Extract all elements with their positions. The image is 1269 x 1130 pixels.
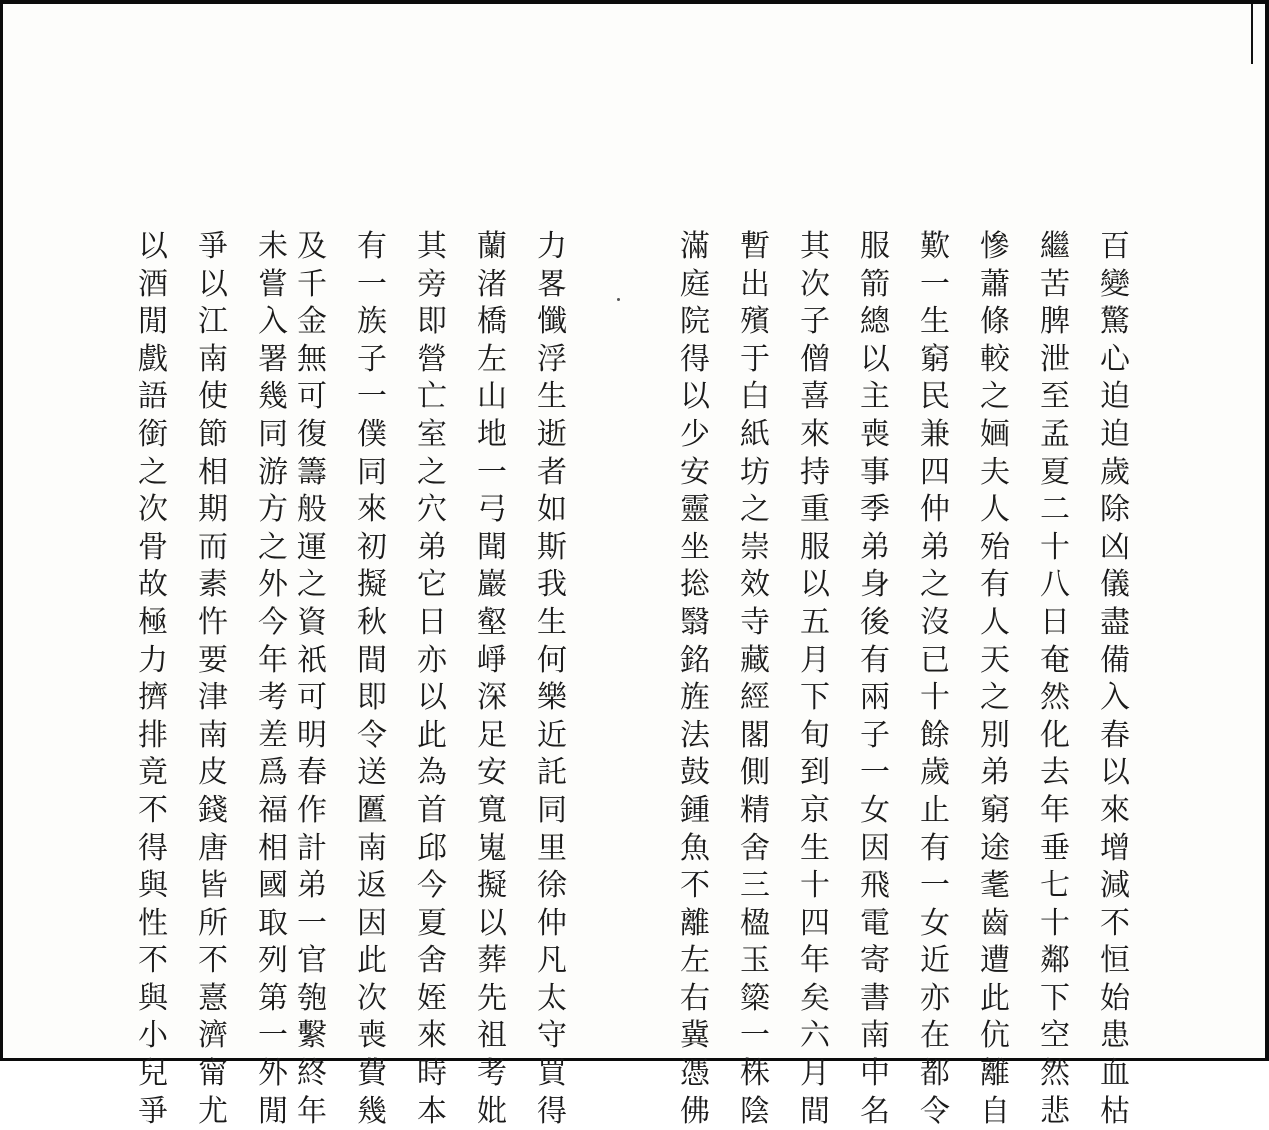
text-column-left-6: 未嘗入署幾同游方之外今年考差爲福相國取列第一外閒 [258, 229, 288, 1129]
text-column-left-8: 以酒閒戲語銜之次骨故極力擠排竟不得與性不與小兒爭 [138, 229, 168, 1129]
text-column-right-2: 繼苦脾泄至孟夏二十八日奄然化去年垂七十鄰下空然悲 [1040, 229, 1070, 1129]
text-column-left-5: 及千金無可復籌般運之資祇可明春作計弟一官匏繫終年 [297, 229, 327, 1129]
text-column-right-1: 百變驚心迫迫歲除凶儀盡備入春以來增減不恒始患血枯 [1100, 229, 1130, 1129]
page-edge-mark [1251, 4, 1265, 64]
text-column-left-1: 力畧懺浮生逝者如斯我生何樂近託同里徐仲凡太守買得 [537, 229, 567, 1129]
text-column-right-6: 其次子僧喜來持重服以五月下旬到京生十四年矣六月間 [800, 229, 830, 1129]
text-column-left-2: 蘭渚橋左山地一弓聞巖壑崢深足安寬嵬擬以葬先祖考妣 [477, 229, 507, 1129]
text-column-right-4: 歎一生窮民兼四仲弟之沒已十餘歲止有一女近亦在都令 [920, 229, 950, 1129]
text-column-right-8: 滿庭院得以少安靈坐捴翳銘旌法鼓鍾魚不離左右冀憑佛 [680, 229, 710, 1129]
text-column-right-5: 服箭總以主喪事季弟身後有兩子一女因飛電寄書南中名 [860, 229, 890, 1129]
text-column-left-4: 有一族子一僕同來初擬秋間即令送匶南返因此次喪費幾 [357, 229, 387, 1129]
text-column-right-3: 慘蕭條較之婳夫人殆有人天之別弟窮途耄齒遭此伉離自 [980, 229, 1010, 1129]
text-column-left-7: 爭以江南使節相期而素忤要津南皮錢唐皆所不憙濟甯尤 [198, 229, 228, 1129]
text-column-right-7: 暫出殯于白紙坊之崇效寺藏經閣側精舍三楹玉簗一株陰 [740, 229, 770, 1129]
text-column-left-3: 其旁即營亡室之穴弟它日亦以此為首邱今夏舍姪來時本 [417, 229, 447, 1129]
scan-speck [617, 298, 620, 301]
